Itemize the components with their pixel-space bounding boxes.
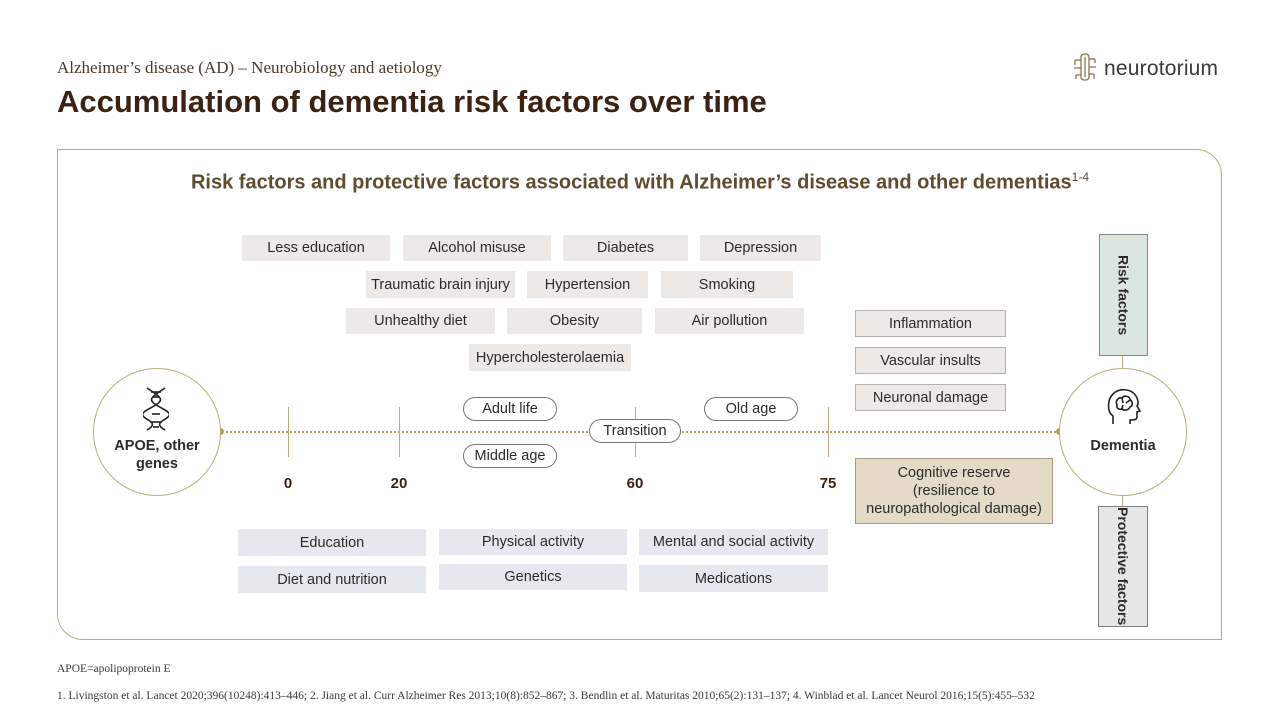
risk-factor-box: Traumatic brain injury [366, 271, 515, 298]
mechanism-box: Vascular insults [855, 347, 1006, 374]
risk-factor-box: Air pollution [655, 308, 804, 334]
abbreviation-note: APOE=apolipoprotein E [57, 663, 171, 675]
stage-pill-old-age: Old age [704, 397, 798, 421]
risk-factor-box: Obesity [507, 308, 642, 334]
risk-factor-box: Diabetes [563, 235, 688, 261]
mechanism-box: Inflammation [855, 310, 1006, 337]
risk-factor-box: Depression [700, 235, 821, 261]
neurotorium-logo-icon [1072, 52, 1098, 87]
logo [1072, 54, 1218, 84]
cognitive-reserve-box [855, 458, 1053, 524]
risk-factor-box: Alcohol misuse [403, 235, 551, 261]
tick-label-age: 75 [819, 475, 837, 492]
slide-title: Accumulation of dementia risk factors over time [57, 84, 767, 119]
protective-factors-side-text: Protective factors [1115, 507, 1131, 626]
timeline-tick [288, 407, 289, 457]
end-node-label: Dementia [1090, 438, 1156, 454]
slide-subtitle: Alzheimer’s disease (AD) – Neurobiology and aetiology [57, 58, 442, 77]
stage-pill-middle-age: Middle age [463, 444, 557, 468]
tick-label-age: 60 [626, 475, 644, 492]
logo-text: neurotorium [1104, 57, 1219, 80]
stage-pill-transition: Transition [589, 419, 681, 443]
protective-factors-side-label [1098, 506, 1148, 627]
protective-factor-box: Medications [639, 565, 828, 592]
tick-label-age: 0 [283, 475, 293, 492]
heading-refs: 1-4 [1071, 170, 1089, 184]
protective-factor-box: Education [238, 529, 426, 556]
risk-factors-side-text: Risk factors [1115, 254, 1132, 336]
cognitive-reserve-line: Cognitive reserve [897, 465, 1011, 481]
risk-factor-box: Hypercholesterolaemia [469, 344, 631, 371]
cognitive-reserve-line: neuropathological damage) [866, 501, 1042, 517]
tick-label-age: 20 [390, 475, 408, 492]
protective-factor-box: Diet and nutrition [238, 566, 426, 593]
risk-factors-side-label [1099, 234, 1148, 356]
references: 1. Livingston et al. Lancet 2020;396(10248):413–446; 2. Jiang et al. Curr Alzheimer Res 2013;10(8):852–867; 3. Bendlin et al. Maturitas 2010;65(2):131–137; 4. Winblad et al. Lancet Neurol 2016;15(5):455–532 [57, 690, 1035, 702]
start-node-label: APOE, other genes [114, 438, 200, 472]
cognitive-reserve-line: (resilience to [912, 483, 996, 499]
brain-head-icon [1105, 386, 1141, 431]
timeline-tick [399, 407, 400, 457]
risk-factor-box: Less education [242, 235, 390, 261]
protective-factor-box: Mental and social activity [639, 529, 828, 555]
heading-text: Risk factors and protective factors associated with Alzheimer’s disease and other dementias [190, 171, 1072, 194]
risk-factor-box: Hypertension [527, 271, 648, 298]
stage-pill-adult-life: Adult life [463, 397, 557, 421]
protective-factor-box: Genetics [439, 564, 627, 590]
dna-icon [143, 386, 169, 437]
mechanism-box: Neuronal damage [855, 384, 1006, 411]
protective-factor-box: Physical activity [439, 529, 627, 555]
risk-factor-box: Unhealthy diet [346, 308, 495, 334]
diagram-heading [60, 170, 1220, 195]
risk-factor-box: Smoking [661, 271, 793, 298]
timeline-tick [828, 407, 829, 457]
